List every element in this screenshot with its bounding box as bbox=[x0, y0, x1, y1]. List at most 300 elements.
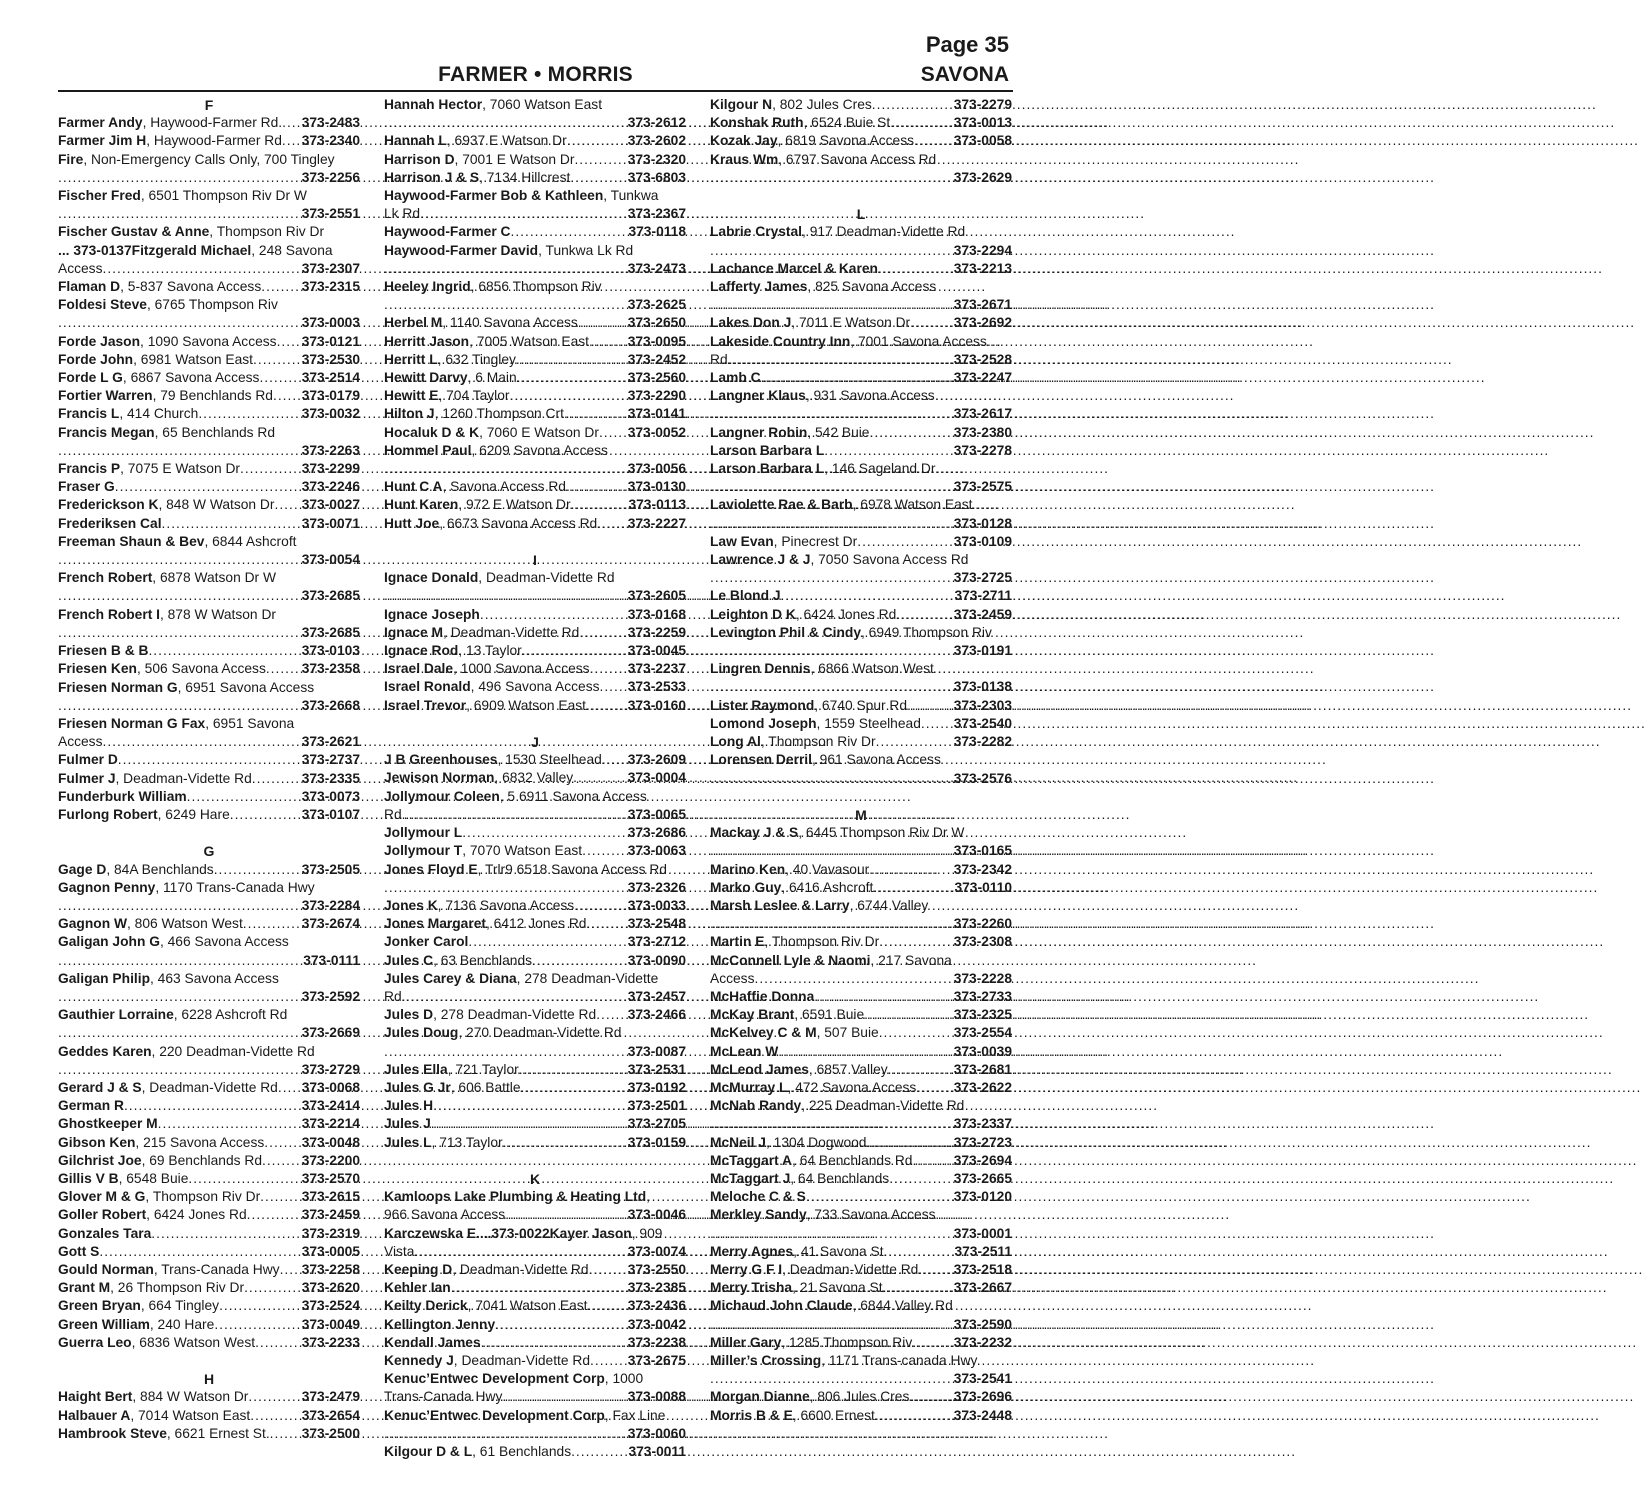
listing-name: Farmer Andy bbox=[58, 115, 143, 131]
listing-line bbox=[384, 96, 686, 114]
listing-address: , 6621 Ernest St. bbox=[166, 1425, 270, 1441]
listing-address: , 63 Benchlands bbox=[433, 952, 533, 968]
listing-name: Forde John bbox=[58, 351, 134, 367]
listing-name: McLean W bbox=[710, 1043, 779, 1059]
phone-number: 373-2320 bbox=[627, 151, 686, 167]
listing-entry bbox=[384, 1006, 686, 1024]
listing-name: Israel Trevor bbox=[384, 697, 467, 713]
phone-number: 373-2326 bbox=[627, 879, 686, 895]
listing-entry bbox=[710, 660, 1012, 696]
listing-address: , 6416 Ashcroft bbox=[781, 879, 874, 895]
listing-entry bbox=[384, 478, 686, 496]
leader-dots bbox=[462, 824, 627, 842]
leader-dots bbox=[710, 242, 954, 260]
listing-line bbox=[384, 369, 686, 387]
listing-line bbox=[58, 496, 360, 514]
listing-name: Miller Gary bbox=[710, 1334, 782, 1350]
community-name: SAVONA bbox=[920, 63, 1009, 86]
leader-dots bbox=[921, 715, 954, 733]
listing-line bbox=[384, 660, 686, 678]
phone-number: 373-0118 bbox=[628, 224, 686, 240]
listing-line bbox=[384, 1297, 686, 1315]
listing-entry bbox=[384, 223, 686, 241]
listing-line bbox=[710, 606, 1012, 624]
phone-number: 373-2500 bbox=[301, 1425, 360, 1441]
listing-name: Jonker Carol bbox=[384, 934, 469, 950]
listing-entry bbox=[710, 114, 1012, 132]
listing-line bbox=[710, 660, 1012, 678]
listing-entry bbox=[384, 515, 686, 533]
leader-dots bbox=[806, 1188, 954, 1206]
listing-line bbox=[710, 1152, 1012, 1170]
listing-address: , 6857 Valley bbox=[808, 1061, 888, 1077]
listing-entry bbox=[58, 770, 360, 788]
leader-dots bbox=[58, 897, 302, 915]
leader-dots bbox=[431, 1115, 628, 1133]
listing-name: Jules J bbox=[384, 1116, 431, 1132]
listing-address: , 472 Savona Access bbox=[787, 1079, 917, 1095]
listing-text bbox=[384, 988, 405, 1006]
listing-text bbox=[58, 515, 162, 533]
listing-entry bbox=[710, 1352, 1012, 1388]
listing-line bbox=[710, 132, 1012, 150]
listing-address: , 7075 E Watson Dr bbox=[120, 461, 241, 477]
directory-columns bbox=[58, 96, 1013, 1476]
listing-entry bbox=[384, 1079, 686, 1097]
listing-entry bbox=[384, 1443, 686, 1461]
listing-text bbox=[384, 205, 420, 223]
listing-line bbox=[384, 1370, 686, 1388]
listing-name: Marsh Leslee & Larry bbox=[710, 897, 850, 913]
listing-name: Jollymour T bbox=[384, 843, 463, 859]
listing-text bbox=[384, 132, 567, 150]
listing-address: , Deadman-Vidette Rd bbox=[443, 624, 580, 640]
listing-line bbox=[710, 933, 1012, 951]
listing-line bbox=[58, 405, 360, 423]
listing-address: , 84A Benchlands bbox=[106, 861, 214, 877]
listing-entry bbox=[58, 1316, 360, 1334]
listing-line bbox=[384, 897, 686, 915]
listing-name: Haywood-Farmer David bbox=[384, 242, 539, 258]
listing-address: Rd. bbox=[384, 806, 406, 822]
listing-line bbox=[710, 369, 1012, 387]
leader-dots bbox=[590, 660, 628, 678]
listing-address: , 5-837 Savona Access bbox=[120, 279, 262, 295]
listing-entry bbox=[710, 606, 1012, 624]
listing-text bbox=[384, 842, 582, 860]
leader-dots bbox=[384, 879, 628, 897]
listing-name: Merry G F I bbox=[710, 1261, 783, 1277]
listing-text bbox=[710, 1243, 884, 1261]
leader-dots bbox=[99, 1243, 301, 1261]
listing-address: , 7011 E Watson Dr bbox=[791, 315, 911, 331]
directory-column bbox=[710, 96, 1012, 1476]
leader-dots bbox=[914, 132, 954, 150]
phone-number: 373-0065 bbox=[627, 806, 686, 822]
leader-dots bbox=[878, 260, 954, 278]
section-letter: K bbox=[529, 1170, 541, 1187]
listing-name: Friesen Norman G Fax bbox=[58, 715, 206, 731]
listing-line bbox=[710, 842, 1012, 860]
listing-name: Gauthier Lorraine bbox=[58, 1007, 174, 1023]
listing-line bbox=[58, 788, 360, 806]
listing-address: , 466 Savona Access bbox=[159, 934, 289, 950]
listing-line bbox=[384, 151, 686, 169]
letter-section bbox=[710, 788, 1012, 1425]
leader-dots bbox=[253, 351, 302, 369]
listing-text bbox=[384, 1024, 622, 1042]
listing-text bbox=[58, 1079, 278, 1097]
listing-line bbox=[710, 1097, 1012, 1115]
leader-dots bbox=[567, 132, 628, 150]
listing-entry bbox=[58, 369, 360, 387]
leader-dots bbox=[58, 205, 302, 223]
leader-dots bbox=[148, 642, 301, 660]
leader-dots bbox=[261, 278, 301, 296]
listing-line bbox=[58, 242, 360, 260]
leader-dots bbox=[571, 1443, 628, 1461]
leader-dots bbox=[866, 1134, 953, 1152]
listing-line bbox=[710, 442, 1012, 460]
listing-text bbox=[710, 1079, 916, 1097]
listing-line bbox=[710, 1334, 1012, 1352]
listing-text bbox=[710, 1261, 918, 1279]
listing-entry bbox=[384, 897, 686, 915]
listing-text bbox=[710, 751, 941, 769]
phone-number: 373-0027 bbox=[301, 497, 360, 513]
leader-dots bbox=[384, 587, 628, 605]
letter-section bbox=[58, 96, 360, 824]
leader-dots bbox=[566, 478, 628, 496]
listing-address: , Non-Emergency Calls Only, 700 Tingley bbox=[83, 151, 335, 167]
listing-name: Herritt L bbox=[384, 351, 438, 367]
listing-text bbox=[58, 296, 278, 314]
listing-text bbox=[58, 369, 259, 387]
listing-text bbox=[384, 1134, 503, 1152]
listing-text bbox=[384, 1006, 596, 1024]
listing-line bbox=[384, 915, 686, 933]
listing-address: , Haywood-Farmer Rd. bbox=[142, 115, 283, 131]
leader-dots bbox=[888, 1061, 954, 1079]
listing-name: Ghostkeeper M bbox=[58, 1116, 158, 1132]
leader-dots bbox=[277, 333, 302, 351]
listing-text bbox=[384, 1188, 650, 1206]
listing-name: Meloche C & S bbox=[710, 1189, 806, 1205]
phone-number: 373-2524 bbox=[301, 1298, 360, 1314]
listing-line bbox=[384, 1261, 686, 1279]
listing-text bbox=[710, 952, 952, 970]
phone-number: 373-2279 bbox=[953, 97, 1012, 112]
listing-text bbox=[710, 387, 935, 405]
leader-dots bbox=[270, 1425, 302, 1443]
listing-text bbox=[58, 569, 276, 587]
listing-line bbox=[710, 642, 1012, 660]
listing-name: Hunt Karen bbox=[384, 497, 459, 513]
phone-number: 373-2681 bbox=[953, 1061, 1012, 1077]
listing-text bbox=[384, 1388, 502, 1406]
listing-address: , 215 Savona Access bbox=[135, 1134, 265, 1150]
listing-text bbox=[384, 897, 574, 915]
listing-address: , 225 Deadman-Vidette Rd bbox=[801, 1098, 965, 1114]
leader-dots bbox=[875, 1407, 954, 1425]
listing-name: Jules Ella bbox=[384, 1061, 448, 1077]
directory-column bbox=[384, 96, 686, 1476]
listing-name: Forde Jason bbox=[58, 333, 141, 349]
listing-text bbox=[58, 1425, 270, 1443]
leader-dots bbox=[602, 751, 628, 769]
leader-dots bbox=[58, 1024, 302, 1042]
leader-dots bbox=[864, 1006, 954, 1024]
listing-line bbox=[384, 314, 686, 332]
listing-name: Francis P bbox=[58, 461, 121, 477]
leader-dots bbox=[243, 915, 302, 933]
phone-number: 373-2620 bbox=[301, 1280, 360, 1296]
leader-dots bbox=[589, 1261, 628, 1279]
listing-address: , 1000 Savona Access bbox=[453, 661, 590, 677]
listing-line bbox=[384, 114, 686, 132]
phone-number: 373-2560 bbox=[627, 370, 686, 386]
listing-entry bbox=[710, 933, 1012, 951]
listing-text bbox=[710, 933, 879, 951]
letter-section bbox=[384, 1152, 686, 1461]
listing-entry bbox=[58, 515, 360, 533]
listing-address: , 6819 Savona Access bbox=[777, 133, 915, 149]
listing-entry bbox=[58, 1297, 360, 1315]
phone-number: 373-2452 bbox=[627, 351, 686, 367]
listing-address: , 542 Buie bbox=[807, 424, 870, 440]
listing-line bbox=[58, 260, 360, 278]
listing-entry bbox=[710, 697, 1012, 715]
listing-text bbox=[58, 351, 253, 369]
listing-entry bbox=[58, 132, 360, 150]
listing-text bbox=[58, 1407, 250, 1425]
leader-dots bbox=[710, 915, 954, 933]
listing-line bbox=[710, 169, 1012, 187]
listing-text bbox=[710, 223, 965, 241]
listing-text bbox=[58, 114, 282, 132]
listing-address: , 6836 Watson West bbox=[131, 1334, 256, 1350]
listing-name: Haight Bert bbox=[58, 1389, 133, 1405]
phone-number: 373-2570 bbox=[301, 1170, 360, 1186]
listing-line bbox=[710, 151, 1012, 169]
leader-dots bbox=[505, 1206, 628, 1224]
listing-line bbox=[58, 879, 360, 897]
phone-number: 373-0159 bbox=[627, 1134, 686, 1150]
phone-number: 373-2505 bbox=[301, 861, 360, 877]
section-spacer bbox=[710, 187, 1012, 205]
listing-text bbox=[58, 1261, 280, 1279]
listing-line bbox=[710, 496, 1012, 514]
listing-name: Kehler Ian bbox=[384, 1280, 451, 1296]
listing-line bbox=[384, 296, 686, 314]
listing-text bbox=[710, 278, 936, 296]
leader-dots bbox=[710, 642, 954, 660]
listing-entry bbox=[710, 460, 1012, 496]
listing-text bbox=[58, 496, 274, 514]
phone-number: 373-2650 bbox=[627, 315, 686, 331]
listing-text bbox=[58, 223, 324, 241]
leader-dots bbox=[282, 114, 302, 132]
leader-dots bbox=[280, 1261, 302, 1279]
listing-line bbox=[384, 1225, 686, 1243]
listing-name: Jones K bbox=[384, 897, 438, 913]
listing-entry bbox=[58, 114, 360, 132]
listing-entry bbox=[58, 1425, 360, 1443]
listing-address: , 220 Deadman-Vidette Rd bbox=[151, 1043, 315, 1059]
phone-number: 373-0103 bbox=[301, 643, 360, 659]
listing-name: Hommel Paul bbox=[384, 442, 472, 458]
listing-line bbox=[58, 169, 360, 187]
leader-dots bbox=[414, 1243, 627, 1261]
listing-address: , 463 Savona Access bbox=[150, 970, 279, 986]
listing-text bbox=[710, 132, 914, 150]
section-spacer bbox=[384, 715, 686, 733]
phone-number: 373-0013 bbox=[953, 115, 1012, 131]
listing-entry bbox=[710, 715, 1012, 733]
phone-number: 373-0141 bbox=[627, 406, 686, 422]
listing-line bbox=[710, 915, 1012, 933]
listing-text bbox=[58, 333, 277, 351]
listing-line bbox=[710, 1407, 1012, 1425]
listing-text bbox=[384, 314, 578, 332]
listing-line bbox=[710, 551, 1012, 569]
phone-number: 373-2436 bbox=[627, 1298, 686, 1314]
phone-number: 373-0192 bbox=[627, 1079, 686, 1095]
listing-text bbox=[710, 1006, 864, 1024]
directory-column bbox=[58, 96, 360, 1476]
listing-name: Lister Raymond bbox=[710, 697, 815, 713]
listing-address: , 6501 Thompson Riv Dr W bbox=[140, 188, 307, 204]
listing-name: Jollymour L bbox=[384, 825, 463, 841]
listing-address: , 7001 Savona Access bbox=[850, 333, 987, 349]
listing-text bbox=[710, 1097, 964, 1115]
listing-address: , Pinecrest Dr bbox=[773, 533, 858, 549]
listing-entry bbox=[384, 1225, 686, 1243]
listing-address: , 713 Taylor bbox=[431, 1134, 503, 1150]
listing-line bbox=[384, 606, 686, 624]
leader-dots bbox=[710, 169, 954, 187]
phone-number: 373-2514 bbox=[301, 370, 360, 386]
listing-text bbox=[384, 678, 600, 696]
leader-dots bbox=[118, 751, 302, 769]
listing-name: Herritt Jason bbox=[384, 333, 470, 349]
leader-dots bbox=[912, 1334, 953, 1352]
listing-text bbox=[58, 1097, 124, 1115]
listing-entry bbox=[384, 405, 686, 423]
phone-number: 373-0056 bbox=[627, 461, 686, 477]
phone-number: 373-2367 bbox=[627, 206, 686, 222]
listing-line bbox=[384, 1188, 686, 1206]
listing-text bbox=[710, 879, 873, 897]
leader-dots bbox=[188, 1170, 301, 1188]
listing-entry bbox=[58, 751, 360, 769]
listing-entry bbox=[58, 679, 360, 715]
listing-entry bbox=[710, 1170, 1012, 1188]
listing-entry bbox=[384, 1334, 686, 1352]
listing-entry bbox=[58, 1134, 360, 1152]
listing-line bbox=[58, 1316, 360, 1334]
listing-entry bbox=[384, 496, 686, 514]
listing-name: Friesen Norman G bbox=[58, 679, 178, 695]
phone-number: 373-2294 bbox=[953, 242, 1012, 258]
listing-address: , 496 Savona Access bbox=[470, 679, 600, 695]
listing-line bbox=[384, 1115, 686, 1133]
leader-dots bbox=[597, 515, 627, 533]
phone-number: 373-0068 bbox=[301, 1079, 360, 1095]
listing-line bbox=[58, 915, 360, 933]
leader-dots bbox=[824, 442, 953, 460]
listing-address: , 909 bbox=[631, 1225, 663, 1241]
listing-address: , Thompson Riv Dr bbox=[760, 734, 876, 750]
listing-line bbox=[384, 842, 686, 860]
phone-number: 373-0121 bbox=[301, 333, 360, 349]
listing-line bbox=[384, 1134, 686, 1152]
listing-name: Fraser G bbox=[58, 479, 115, 495]
phone-number: 373-2617 bbox=[953, 406, 1012, 422]
leader-dots bbox=[240, 460, 302, 478]
listing-line bbox=[710, 879, 1012, 897]
listing-text bbox=[384, 660, 590, 678]
listing-text bbox=[384, 1352, 590, 1370]
listing-line bbox=[710, 387, 1012, 405]
listing-address: , 884 W Watson Dr bbox=[132, 1389, 249, 1405]
phone-number: 373-2459 bbox=[301, 1207, 360, 1223]
listing-address: , 1559 Steelhead bbox=[816, 715, 921, 731]
listing-address: , 7005 Watson East bbox=[469, 333, 590, 349]
listing-line bbox=[710, 533, 1012, 551]
listing-name: Morris B & E bbox=[710, 1407, 793, 1423]
listing-entry bbox=[58, 788, 360, 806]
phone-number: 373-2479 bbox=[301, 1389, 360, 1405]
listing-text bbox=[710, 624, 992, 642]
listing-line bbox=[384, 1061, 686, 1079]
listing-line bbox=[384, 1079, 686, 1097]
phone-number: 373-0048 bbox=[301, 1134, 360, 1150]
listing-address: , 878 W Watson Dr bbox=[159, 606, 276, 622]
leader-dots bbox=[214, 1316, 301, 1334]
listing-text bbox=[710, 733, 876, 751]
phone-number: 373-2671 bbox=[953, 297, 1012, 313]
phone-number: 373-2315 bbox=[301, 279, 360, 295]
leader-dots bbox=[710, 842, 954, 860]
listing-text bbox=[384, 915, 586, 933]
listing-text bbox=[58, 424, 275, 442]
listing-address: , 40 Vavasour bbox=[785, 861, 870, 877]
listing-name: Jones Floyd E bbox=[384, 861, 478, 877]
listing-line bbox=[710, 314, 1012, 332]
listing-name: Lawrence J & J bbox=[710, 552, 811, 568]
listing-address: , 6951 Savona Access bbox=[177, 679, 315, 695]
listing-entry bbox=[58, 1170, 360, 1188]
listing-name: Green William bbox=[58, 1316, 150, 1332]
listing-line bbox=[58, 861, 360, 879]
listing-text bbox=[58, 642, 148, 660]
listing-name: Galigan Philip bbox=[58, 970, 150, 986]
listing-text bbox=[384, 1243, 414, 1261]
phone-number: 373-2358 bbox=[301, 661, 360, 677]
listing-name: German R bbox=[58, 1098, 124, 1114]
listing-address: , Savona Access Rd bbox=[442, 479, 566, 495]
section-letter: F bbox=[204, 97, 214, 113]
leader-dots bbox=[420, 205, 628, 223]
listing-entry bbox=[58, 861, 360, 879]
listing-line bbox=[710, 733, 1012, 751]
listing-name: Jones Margaret bbox=[384, 916, 486, 932]
listing-text bbox=[710, 861, 869, 879]
listing-address: , 217 Savona bbox=[870, 952, 952, 968]
listing-line bbox=[58, 1097, 360, 1115]
listing-name: Morgan Dianne bbox=[710, 1389, 810, 1405]
